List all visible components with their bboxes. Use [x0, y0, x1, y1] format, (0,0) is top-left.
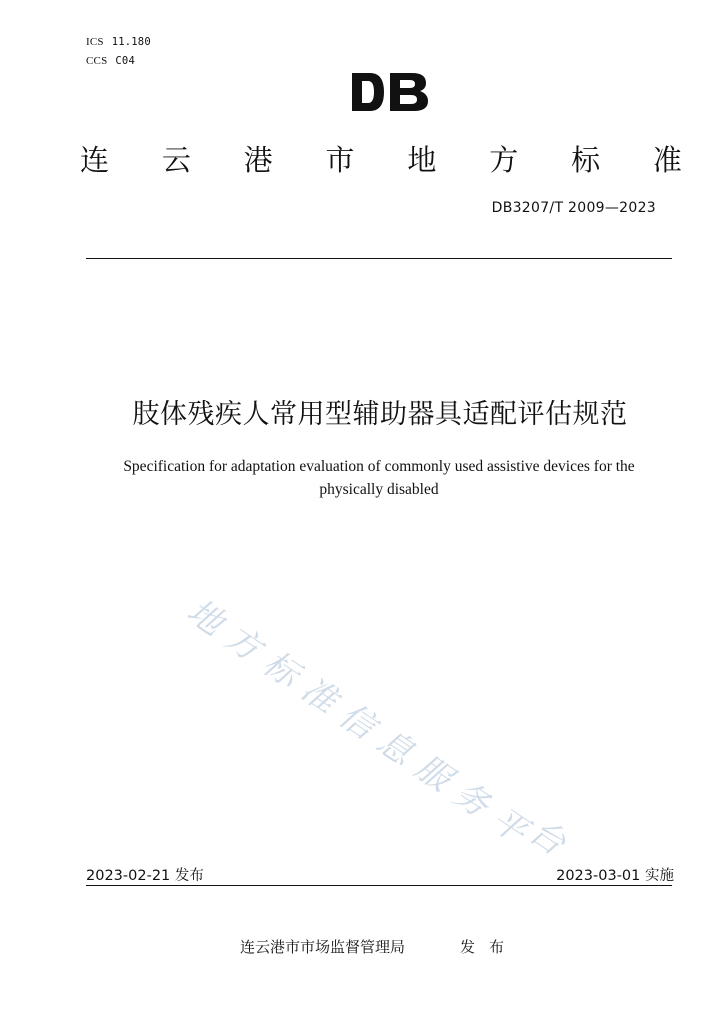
ccs-code [86, 55, 135, 67]
ics-label: ICS [86, 36, 104, 48]
watermark-char: 信 [331, 695, 383, 748]
standard-type-char: 连 [80, 142, 110, 177]
watermark-char: 平 [483, 799, 535, 852]
issuing-action: 发布 [460, 938, 519, 956]
issuing-authority: 连云港市市场监督管理局 [240, 938, 406, 956]
issue-date: 2023-02-21 发布 [86, 868, 204, 884]
watermark-char: 标 [255, 643, 307, 696]
watermark-char: 务 [445, 773, 497, 826]
implementation-date: 2023-03-01 实施 [556, 868, 674, 884]
watermark-char: 服 [407, 747, 459, 800]
standard-type-char: 方 [489, 142, 519, 177]
standard-type-char: 云 [161, 142, 191, 177]
bottom-divider [86, 885, 672, 886]
top-divider [86, 258, 672, 259]
watermark-char: 方 [217, 617, 269, 670]
standard-type [66, 138, 706, 178]
standard-number: DB3207/T 2009—2023 [491, 200, 656, 216]
watermark-char: 息 [369, 721, 421, 774]
title-english: Specification for adaptation evaluation of commonly used assistive devices for the physically disabled [123, 458, 635, 498]
ccs-value: C04 [115, 55, 135, 67]
ics-code [86, 36, 151, 48]
db-logo [350, 71, 430, 113]
watermark-char: 地 [179, 591, 231, 644]
watermark-char: 准 [293, 669, 345, 722]
standard-type-char: 港 [243, 142, 273, 177]
standard-type-char: 市 [325, 142, 355, 177]
standard-type-char: 地 [407, 142, 437, 177]
ccs-label: CCS [86, 55, 108, 67]
standard-type-char: 准 [652, 142, 682, 177]
ics-value: 11.180 [111, 36, 151, 48]
watermark-char: 台 [521, 811, 573, 864]
watermark [179, 590, 610, 864]
title-chinese: 肢体残疾人常用型辅助器具适配评估规范 [132, 399, 628, 430]
standard-type-char: 标 [571, 142, 601, 177]
